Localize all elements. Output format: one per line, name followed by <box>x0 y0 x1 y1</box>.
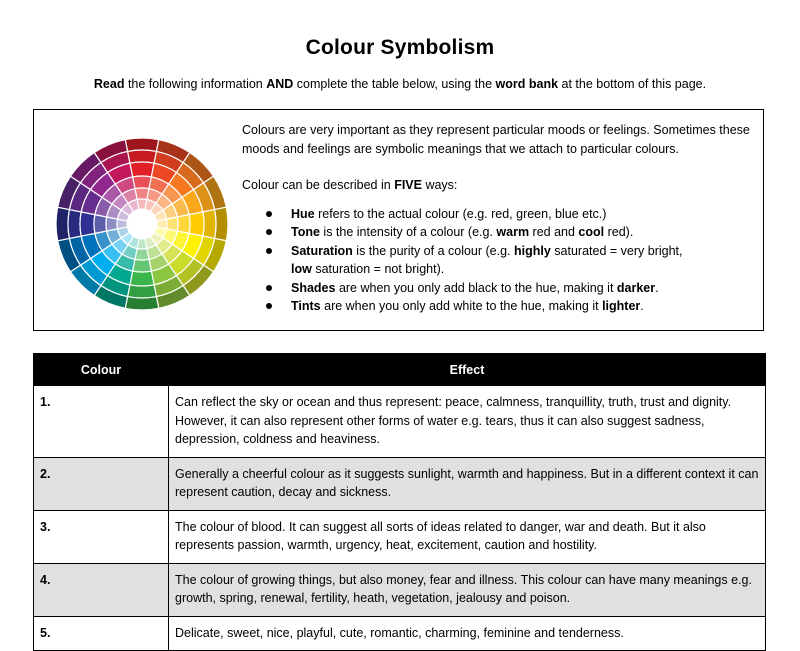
table-row <box>34 563 766 616</box>
list-item-tone <box>266 223 757 242</box>
page-title: Colour Symbolism <box>305 36 495 59</box>
tone-cool: cool <box>578 225 605 239</box>
table-row <box>34 457 766 510</box>
saturation-description-3: saturation = not bright). <box>311 262 445 276</box>
colour-wheel-segment <box>128 285 157 298</box>
row-number[interactable]: 4. <box>34 563 169 616</box>
table-header-row <box>34 354 766 386</box>
term-saturation: Saturation <box>291 243 353 258</box>
colour-wheel-segment <box>68 210 81 239</box>
term-shades: Shades <box>291 280 336 295</box>
tone-warm: warm <box>496 225 530 239</box>
bullet-icon <box>266 211 272 217</box>
list-item-tints <box>266 297 757 316</box>
shades-description-2: . <box>655 280 659 295</box>
instructions-text-2: complete the table below, using the <box>293 77 496 91</box>
row-number[interactable]: 3. <box>34 510 169 563</box>
instructions-and: AND <box>266 77 294 91</box>
header-colour: Colour <box>34 354 169 386</box>
instructions-word-bank: word bank <box>495 77 559 91</box>
colour-wheel-segment <box>133 176 152 189</box>
table-row <box>34 616 766 651</box>
table-row <box>34 510 766 563</box>
row-number[interactable]: 1. <box>34 386 169 458</box>
list-item-saturation <box>266 242 757 279</box>
tone-description-3: red). <box>604 225 634 239</box>
colour-wheel-center <box>127 209 157 239</box>
instructions-text-1: the following information <box>124 77 267 91</box>
table-row <box>34 386 766 458</box>
list-item-shades <box>266 279 757 298</box>
tints-description-2: . <box>640 299 644 313</box>
row-effect: The colour of blood. It can suggest all sorts of ideas related to danger, war and death. But it also represents passion, warmth, urgency, heat, excitement, caution and hostility. <box>169 510 766 563</box>
instructions-text-3: at the bottom of this page. <box>558 77 707 91</box>
saturation-description-1: is the purity of a colour (e.g. <box>352 243 515 258</box>
instructions-read: Read <box>93 77 125 91</box>
colour-wheel-segment <box>133 259 152 272</box>
bullet-icon <box>266 285 272 291</box>
colour-wheel-segment <box>203 210 216 239</box>
list-item-hue <box>266 205 757 224</box>
info-paragraph-2-prefix: Colour can be described in <box>242 178 395 192</box>
info-paragraph-1: Colours are very important as they represent particular moods or feelings. Sometimes these moods and feelings are symbolic meanings that we attach to particular colours. <box>242 123 750 156</box>
info-paragraph-2 <box>242 176 757 195</box>
header-effect: Effect <box>169 354 766 386</box>
row-effect: Generally a cheerful colour as it suggests sunlight, warmth and happiness. But in a different context it can represent caution, decay and sickness. <box>169 457 766 510</box>
bullet-icon <box>266 248 272 254</box>
shades-description-1: are when you only add black to the hue, making it <box>335 280 617 295</box>
colour-ways-list <box>242 205 757 316</box>
saturation-description-2: saturated = very bright, <box>550 243 683 258</box>
info-text <box>242 121 757 316</box>
row-number[interactable]: 5. <box>34 616 169 651</box>
row-effect: The colour of growing things, but also money, fear and illness. This colour can have many meanings e.g. growth, spring, renewal, fertility, heath, vegetation, jealousy and poison. <box>169 563 766 616</box>
saturation-low: low <box>291 262 312 276</box>
colour-wheel-segment <box>94 215 107 234</box>
colour-wheel-image <box>54 136 230 312</box>
colour-wheel-segment <box>128 150 157 163</box>
tone-description-1: is the intensity of a colour (e.g. <box>319 225 497 239</box>
colour-wheel-segment <box>130 162 154 177</box>
colour-wheel-segment <box>130 271 154 286</box>
info-five: FIVE <box>394 178 422 192</box>
info-box <box>33 109 764 331</box>
term-tone: Tone <box>291 225 320 239</box>
term-hue: Hue <box>291 206 315 221</box>
saturation-highly: highly <box>514 243 551 258</box>
instructions <box>0 77 800 91</box>
info-paragraph-2-suffix: ways: <box>421 178 458 192</box>
tints-description-1: are when you only add white to the hue, making it <box>320 299 603 313</box>
colour-effects-table <box>33 353 766 651</box>
shades-darker: darker <box>616 280 656 295</box>
colour-wheel-segment <box>177 215 190 234</box>
row-effect: Delicate, sweet, nice, playful, cute, romantic, charming, feminine and tenderness. <box>169 616 766 651</box>
row-effect: Can reflect the sky or ocean and thus represent: peace, calmness, tranquillity, truth, trust and dignity. However, it can also represent other forms of water e.g. tears, thus it can also suggest sadness, depression, coldness and heaviness. <box>169 386 766 458</box>
row-number[interactable]: 2. <box>34 457 169 510</box>
bullet-icon <box>266 303 272 309</box>
colour-wheel-segment <box>80 212 95 236</box>
bullet-icon <box>266 229 272 235</box>
colour-wheel-segment <box>189 212 204 236</box>
hue-description: refers to the actual colour (e.g. red, green, blue etc.) <box>314 206 607 221</box>
term-tints: Tints <box>291 299 321 313</box>
tone-description-2: red and <box>529 225 579 239</box>
tints-lighter: lighter <box>602 299 641 313</box>
